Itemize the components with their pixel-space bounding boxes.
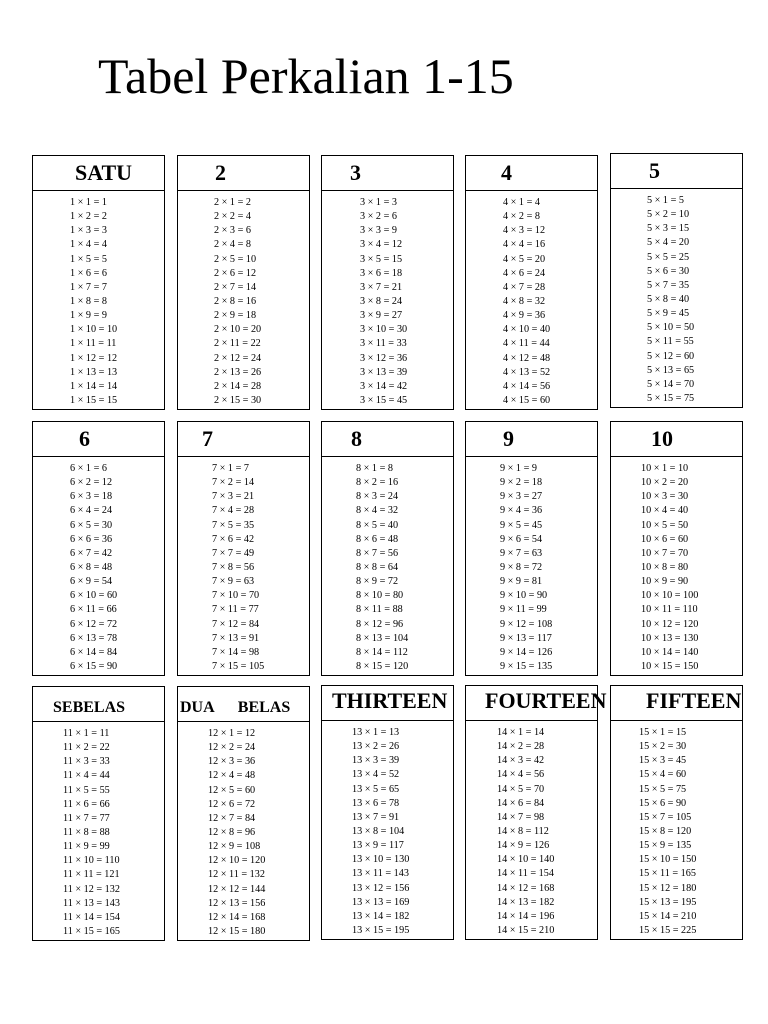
table-row: 1 × 10 = 10 [70,324,118,336]
table-row: 2 × 6 = 12 [214,267,257,279]
table-rows [497,726,597,938]
table-row: 10 × 7 = 70 [641,547,689,559]
table-row: 2 × 13 = 26 [214,366,262,378]
table-row: 11 × 3 = 33 [63,756,110,768]
table-row: 11 × 12 = 132 [63,883,120,895]
multiplication-table-11 [32,686,165,941]
table-row: 7 × 1 = 7 [212,463,249,474]
table-row: 15 × 15 = 225 [639,924,697,936]
table-row: 5 × 2 = 10 [647,209,690,221]
multiplication-table-8 [321,421,454,676]
table-row: 7 × 8 = 56 [212,561,255,573]
table-row: 12 × 3 = 36 [208,756,256,768]
table-row: 8 × 7 = 56 [356,547,399,559]
table-row: 6 × 13 = 78 [70,632,118,644]
table-row: 9 × 13 = 117 [500,632,552,644]
table-title: 4 [501,160,512,185]
table-row: 3 × 1 = 3 [360,197,397,208]
table-rows [503,196,597,408]
table-row: 7 × 4 = 28 [212,505,255,517]
table-row: 5 × 9 = 45 [647,308,690,320]
table-row: 12 × 13 = 156 [208,897,266,909]
table-row: 1 × 8 = 8 [70,295,107,307]
table-row: 2 × 14 = 28 [214,380,262,392]
table-row: 14 × 2 = 28 [497,741,545,753]
table-row: 13 × 9 = 117 [352,840,404,852]
table-row: 11 × 1 = 11 [63,728,110,739]
table-row: 7 × 12 = 84 [212,618,260,630]
table-row: 5 × 1 = 5 [647,195,684,206]
table-row: 7 × 14 = 98 [212,646,260,658]
table-row: 1 × 14 = 14 [70,380,118,392]
table-rows [214,196,309,408]
table-title: THIRTEEN [332,688,448,713]
table-row: 9 × 10 = 90 [500,590,548,602]
table-row: 1 × 5 = 5 [70,253,107,265]
table-row: 14 × 9 = 126 [497,840,550,852]
table-header [33,687,164,722]
table-row: 6 × 2 = 12 [70,477,113,489]
table-title: 10 [651,426,673,451]
table-row: 4 × 12 = 48 [503,352,551,364]
table-row: 14 × 15 = 210 [497,924,555,936]
table-row: 1 × 12 = 12 [70,352,118,364]
table-row: 4 × 10 = 40 [503,324,551,336]
table-row: 7 × 13 = 91 [212,632,260,644]
table-title: SEBELAS [53,699,126,716]
table-row: 10 × 9 = 90 [641,576,689,588]
table-row: 6 × 12 = 72 [70,618,118,630]
multiplication-table-14 [465,685,607,940]
table-row: 1 × 3 = 3 [70,225,107,237]
table-header [178,156,309,191]
table-rows [356,462,453,674]
table-row: 5 × 13 = 65 [647,364,695,376]
table-row: 5 × 12 = 60 [647,350,695,362]
table-row: 4 × 9 = 36 [503,310,546,322]
table-row: 10 × 4 = 40 [641,505,689,517]
table-row: 3 × 10 = 30 [360,324,408,336]
table-row: 11 × 11 = 121 [63,869,120,881]
table-row: 1 × 1 = 1 [70,197,107,208]
table-row: 14 × 3 = 42 [497,755,545,767]
table-row: 2 × 1 = 2 [214,197,251,208]
table-row: 4 × 5 = 20 [503,253,546,265]
table-header [611,422,742,457]
table-row: 15 × 6 = 90 [639,797,687,809]
table-row: 12 × 9 = 108 [208,841,261,853]
multiplication-table-1 [32,155,165,410]
table-row: 4 × 8 = 32 [503,295,546,307]
table-row: 15 × 1 = 15 [639,727,687,738]
table-row: 1 × 13 = 13 [70,366,118,378]
table-row: 11 × 10 = 110 [63,855,120,867]
table-row: 1 × 9 = 9 [70,310,107,322]
table-title: SATU [75,160,133,185]
table-row: 7 × 5 = 35 [212,519,255,531]
table-row: 12 × 11 = 132 [208,869,265,881]
table-row: 13 × 7 = 91 [352,811,400,823]
table-row: 9 × 9 = 81 [500,576,543,588]
table-row: 12 × 12 = 144 [208,883,266,895]
table-row: 4 × 1 = 4 [503,197,540,208]
table-row: 6 × 15 = 90 [70,660,118,672]
table-row: 2 × 5 = 10 [214,253,257,265]
table-row: 8 × 13 = 104 [356,632,409,644]
table-row: 5 × 14 = 70 [647,378,695,390]
table-row: 7 × 15 = 105 [212,660,265,672]
table-row: 5 × 8 = 40 [647,293,690,305]
table-row: 10 × 2 = 20 [641,477,689,489]
table-row: 12 × 8 = 96 [208,826,256,838]
table-title: 7 [202,426,213,451]
table-row: 6 × 4 = 24 [70,505,113,517]
table-row: 4 × 2 = 8 [503,211,540,223]
table-row: 9 × 4 = 36 [500,505,543,517]
table-row: 1 × 4 = 4 [70,239,107,251]
table-row: 5 × 11 = 55 [647,336,694,348]
table-row: 15 × 8 = 120 [639,825,692,837]
table-row: 12 × 10 = 120 [208,855,266,867]
table-rows [641,462,742,674]
table-row: 11 × 14 = 154 [63,911,120,923]
multiplication-table-13 [321,685,454,940]
table-row: 11 × 13 = 143 [63,897,120,909]
table-row: 8 × 5 = 40 [356,519,399,531]
table-row: 14 × 7 = 98 [497,811,545,823]
table-title: DUA BELAS [180,699,291,716]
table-row: 15 × 2 = 30 [639,741,687,753]
table-header [178,687,309,722]
table-row: 10 × 15 = 150 [641,660,699,672]
table-row: 12 × 5 = 60 [208,784,256,796]
table-row: 14 × 5 = 70 [497,783,545,795]
table-row: 8 × 1 = 8 [356,463,393,474]
table-row: 11 × 2 = 22 [63,742,110,754]
table-row: 9 × 1 = 9 [500,463,537,474]
table-row: 13 × 10 = 130 [352,854,410,866]
table-row: 11 × 7 = 77 [63,812,110,824]
page-title: Tabel Perkalian 1-15 [98,48,514,104]
table-rows [70,462,164,674]
table-row: 9 × 11 = 99 [500,604,547,616]
table-title: 3 [350,160,361,185]
table-row: 7 × 2 = 14 [212,477,255,489]
table-row: 8 × 3 = 24 [356,491,399,503]
multiplication-table-5 [610,153,743,408]
table-row: 3 × 9 = 27 [360,310,403,322]
table-row: 14 × 12 = 168 [497,882,555,894]
table-row: 11 × 6 = 66 [63,798,110,810]
table-row: 10 × 8 = 80 [641,561,689,573]
table-row: 5 × 7 = 35 [647,279,690,291]
table-rows [212,462,309,674]
table-row: 3 × 12 = 36 [360,352,408,364]
table-row: 6 × 3 = 18 [70,491,113,503]
table-row: 4 × 3 = 12 [503,225,546,237]
table-row: 10 × 14 = 140 [641,646,699,658]
table-row: 6 × 1 = 6 [70,463,107,474]
table-title: FOURTEEN [485,688,607,713]
table-row: 5 × 15 = 75 [647,392,695,404]
table-row: 5 × 4 = 20 [647,237,690,249]
table-row: 10 × 5 = 50 [641,519,689,531]
table-row: 2 × 11 = 22 [214,338,261,350]
table-header [466,686,607,721]
table-header [33,156,164,191]
table-row: 1 × 11 = 11 [70,338,117,350]
multiplication-table-2 [177,155,310,410]
table-row: 6 × 11 = 66 [70,604,117,616]
table-row: 3 × 4 = 12 [360,239,403,251]
table-row: 2 × 12 = 24 [214,352,262,364]
multiplication-table-9 [465,421,598,676]
table-row: 10 × 1 = 10 [641,463,689,474]
table-header [178,422,309,457]
table-row: 3 × 3 = 9 [360,225,397,237]
table-row: 1 × 6 = 6 [70,267,107,279]
table-row: 11 × 8 = 88 [63,826,110,838]
table-header [33,422,164,457]
table-row: 14 × 11 = 154 [497,868,554,880]
table-row: 3 × 14 = 42 [360,380,408,392]
table-row: 13 × 1 = 13 [352,727,400,738]
table-header [322,422,453,457]
table-row: 4 × 6 = 24 [503,267,546,279]
table-title: FIFTEEN [646,688,742,713]
table-row: 8 × 6 = 48 [356,533,399,545]
table-row: 8 × 10 = 80 [356,590,404,602]
table-row: 14 × 6 = 84 [497,797,545,809]
table-row: 2 × 9 = 18 [214,310,257,322]
table-row: 15 × 5 = 75 [639,783,687,795]
table-row: 14 × 4 = 56 [497,769,545,781]
table-row: 15 × 9 = 135 [639,840,692,852]
table-row: 3 × 6 = 18 [360,267,403,279]
table-header [611,154,742,189]
table-row: 4 × 11 = 44 [503,338,550,350]
table-row: 2 × 10 = 20 [214,324,262,336]
table-header [322,156,453,191]
table-header [466,422,597,457]
table-row: 9 × 3 = 27 [500,491,543,503]
table-row: 10 × 11 = 110 [641,604,698,616]
table-row: 10 × 6 = 60 [641,533,689,545]
table-rows [352,726,453,938]
multiplication-table-7 [177,421,310,676]
multiplication-table-3 [321,155,454,410]
table-title: 9 [503,426,514,451]
table-row: 14 × 10 = 140 [497,854,555,866]
table-row: 12 × 6 = 72 [208,798,256,810]
multiplication-table-10 [610,421,743,676]
table-row: 13 × 14 = 182 [352,910,410,922]
table-row: 5 × 5 = 25 [647,251,690,263]
table-row: 8 × 12 = 96 [356,618,404,630]
table-row: 12 × 1 = 12 [208,728,256,739]
table-row: 9 × 14 = 126 [500,646,553,658]
multiplication-table-15 [610,685,743,940]
table-row: 10 × 3 = 30 [641,491,689,503]
table-row: 7 × 6 = 42 [212,533,255,545]
table-row: 4 × 7 = 28 [503,281,546,293]
table-header [611,686,742,721]
table-row: 6 × 10 = 60 [70,590,118,602]
table-row: 1 × 2 = 2 [70,211,107,223]
multiplication-table-6 [32,421,165,676]
table-row: 11 × 9 = 99 [63,841,110,853]
table-row: 13 × 11 = 143 [352,868,409,880]
table-row: 9 × 5 = 45 [500,519,543,531]
table-row: 8 × 15 = 120 [356,660,409,672]
table-row: 2 × 3 = 6 [214,225,251,237]
table-header [466,156,597,191]
table-row: 12 × 2 = 24 [208,742,256,754]
table-row: 7 × 3 = 21 [212,491,255,503]
table-row: 8 × 9 = 72 [356,576,399,588]
multiplication-table-12 [177,686,310,941]
table-row: 6 × 14 = 84 [70,646,118,658]
table-row: 5 × 10 = 50 [647,322,695,334]
table-row: 9 × 12 = 108 [500,618,553,630]
table-row: 9 × 8 = 72 [500,561,543,573]
table-row: 15 × 7 = 105 [639,811,692,823]
table-row: 15 × 12 = 180 [639,882,697,894]
table-row: 6 × 5 = 30 [70,519,113,531]
table-row: 7 × 10 = 70 [212,590,260,602]
table-row: 3 × 8 = 24 [360,295,403,307]
table-rows [360,196,453,408]
table-row: 10 × 12 = 120 [641,618,699,630]
table-row: 2 × 2 = 4 [214,211,251,223]
table-row: 15 × 14 = 210 [639,910,697,922]
table-row: 11 × 15 = 165 [63,925,120,937]
table-rows [63,727,164,939]
table-row: 7 × 7 = 49 [212,547,255,559]
table-rows [70,196,164,408]
table-row: 15 × 4 = 60 [639,769,687,781]
table-row: 1 × 7 = 7 [70,281,107,293]
table-row: 2 × 8 = 16 [214,295,257,307]
table-row: 2 × 4 = 8 [214,239,251,251]
table-row: 10 × 13 = 130 [641,632,699,644]
table-row: 3 × 7 = 21 [360,281,403,293]
table-row: 13 × 5 = 65 [352,783,400,795]
table-row: 5 × 6 = 30 [647,265,690,277]
table-row: 14 × 13 = 182 [497,896,555,908]
table-row: 7 × 11 = 77 [212,604,259,616]
table-row: 8 × 8 = 64 [356,561,399,573]
table-row: 3 × 5 = 15 [360,253,403,265]
table-row: 13 × 12 = 156 [352,882,410,894]
table-row: 12 × 4 = 48 [208,770,256,782]
table-row: 2 × 7 = 14 [214,281,257,293]
table-row: 4 × 14 = 56 [503,380,551,392]
table-title: 6 [79,426,90,451]
table-row: 4 × 15 = 60 [503,394,551,406]
table-row: 4 × 13 = 52 [503,366,551,378]
table-row: 9 × 6 = 54 [500,533,543,545]
table-row: 3 × 2 = 6 [360,211,397,223]
table-row: 8 × 2 = 16 [356,477,399,489]
table-rows [500,462,597,674]
table-row: 8 × 14 = 112 [356,646,408,658]
table-row: 15 × 3 = 45 [639,755,687,767]
table-row: 15 × 11 = 165 [639,868,696,880]
table-title: 8 [351,426,362,451]
table-row: 9 × 15 = 135 [500,660,553,672]
table-row: 15 × 10 = 150 [639,854,697,866]
table-row: 14 × 1 = 14 [497,727,545,738]
table-row: 3 × 11 = 33 [360,338,407,350]
table-row: 6 × 6 = 36 [70,533,113,545]
table-row: 3 × 15 = 45 [360,394,408,406]
table-row: 5 × 3 = 15 [647,223,690,235]
table-title: 2 [215,160,226,185]
table-row: 6 × 7 = 42 [70,547,113,559]
table-row: 1 × 15 = 15 [70,394,118,406]
table-row: 8 × 11 = 88 [356,604,403,616]
table-row: 3 × 13 = 39 [360,366,408,378]
table-header [322,686,453,721]
table-row: 8 × 4 = 32 [356,505,399,517]
table-rows [208,727,309,939]
table-row: 10 × 10 = 100 [641,590,699,602]
table-row: 4 × 4 = 16 [503,239,546,251]
table-row: 14 × 14 = 196 [497,910,555,922]
table-row: 12 × 7 = 84 [208,812,256,824]
table-row: 13 × 3 = 39 [352,755,400,767]
table-row: 9 × 2 = 18 [500,477,543,489]
table-rows [639,726,742,938]
table-row: 7 × 9 = 63 [212,576,255,588]
table-row: 13 × 4 = 52 [352,769,400,781]
table-row: 12 × 15 = 180 [208,925,266,937]
table-row: 14 × 8 = 112 [497,825,549,837]
table-row: 13 × 8 = 104 [352,825,405,837]
table-row: 13 × 2 = 26 [352,741,400,753]
table-row: 11 × 4 = 44 [63,770,110,782]
table-row: 13 × 13 = 169 [352,896,410,908]
table-row: 6 × 8 = 48 [70,561,113,573]
table-row: 13 × 6 = 78 [352,797,400,809]
multiplication-table-4 [465,155,598,410]
table-row: 2 × 15 = 30 [214,394,262,406]
table-row: 12 × 14 = 168 [208,911,266,923]
table-row: 6 × 9 = 54 [70,576,113,588]
table-row: 9 × 7 = 63 [500,547,543,559]
table-rows [647,194,742,406]
table-row: 13 × 15 = 195 [352,924,410,936]
table-title: 5 [649,158,660,183]
table-row: 15 × 13 = 195 [639,896,697,908]
table-row: 11 × 5 = 55 [63,784,110,796]
